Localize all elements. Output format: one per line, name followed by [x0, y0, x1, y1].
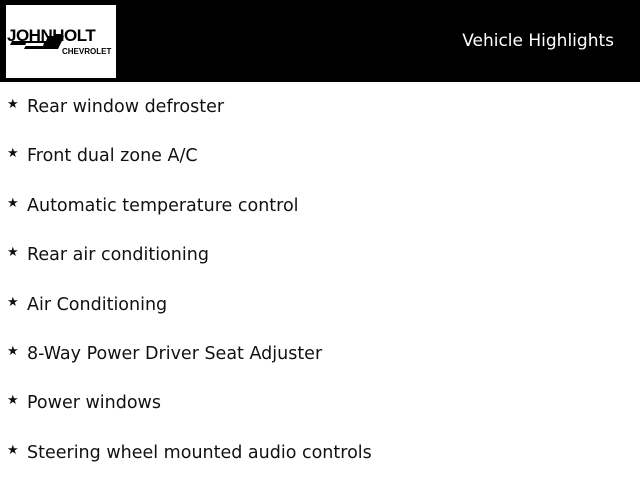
star-icon: ★	[7, 195, 19, 211]
list-item	[0, 428, 640, 477]
highlight-label: Rear air conditioning	[27, 245, 209, 266]
highlight-label: Automatic temperature control	[27, 195, 299, 216]
highlight-label: Front dual zone A/C	[27, 146, 198, 167]
highlight-label: Air Conditioning	[27, 294, 168, 315]
list-item	[0, 280, 640, 329]
star-icon: ★	[7, 442, 19, 458]
highlight-label: Steering wheel mounted audio controls	[27, 442, 372, 463]
logo-line2: CHEVROLET	[62, 47, 112, 56]
star-icon: ★	[7, 393, 19, 409]
star-icon: ★	[7, 97, 19, 112]
star-icon: ★	[7, 245, 19, 261]
star-icon: ★	[7, 343, 19, 359]
star-icon: ★	[7, 146, 19, 162]
chevrolet-bowtie-logo	[6, 5, 116, 78]
highlight-label: Power windows	[27, 393, 161, 414]
list-item	[0, 131, 640, 180]
dealer-logo	[6, 5, 116, 78]
highlight-label: 8-Way Power Driver Seat Adjuster	[27, 343, 323, 364]
header-bar	[0, 0, 640, 82]
list-item	[0, 378, 640, 427]
list-item	[0, 82, 640, 131]
highlight-label: Rear window defroster	[27, 97, 225, 117]
highlights-list	[0, 82, 640, 477]
star-icon: ★	[7, 294, 19, 310]
list-item	[0, 230, 640, 279]
list-item	[0, 329, 640, 378]
page-title: Vehicle Highlights	[462, 31, 614, 51]
logo-line1: JOHNHOLT	[7, 26, 96, 45]
list-item	[0, 181, 640, 230]
